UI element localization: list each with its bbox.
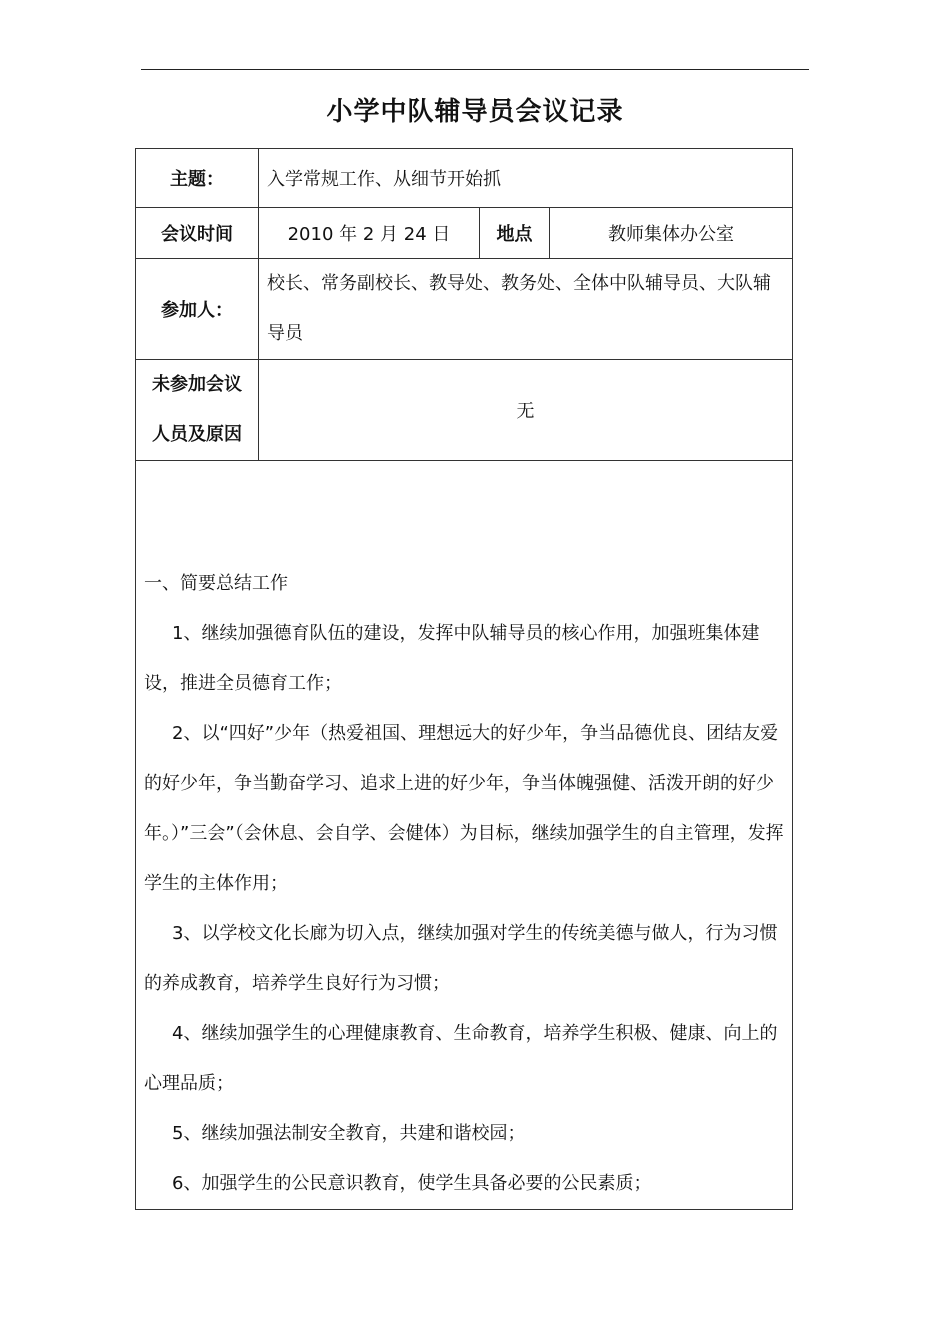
content-item: 2、以“四好”少年（热爱祖国、理想远大的好少年，争当品德优良、团结友爱的好少年，争当勤奋学习、追求上进的好少年，争当体魄强健、活泼开朗的好少年。）”三会”（会休息、会自学、会健体）为目标，继续加强学生的自主管理，发挥学生的主体作用； <box>144 723 784 894</box>
content-item: 1、继续加强德育队伍的建设，发挥中队辅导员的核心作用，加强班集体建设，推进全员德育工作； <box>144 623 760 694</box>
attendees-label: 参加人： <box>136 259 259 360</box>
content-body <box>136 461 792 1209</box>
time-label: 会议时间 <box>136 208 259 259</box>
location-label: 地点 <box>480 208 550 259</box>
document-title: 小学中队辅导员会议记录 <box>326 97 624 127</box>
content-cell <box>136 461 793 1210</box>
absent-label <box>136 360 259 461</box>
content-item: 3、以学校文化长廊为切入点，继续加强对学生的传统美德与做人，行为习惯的养成教育，培养学生良好行为习惯； <box>144 923 778 994</box>
content-item: 4、继续加强学生的心理健康教育、生命教育，培养学生积极、健康、向上的心理品质； <box>144 1023 778 1094</box>
topic-row <box>136 149 793 208</box>
content-item: 6、加强学生的公民意识教育，使学生具备必要的公民素质； <box>172 1173 652 1194</box>
topic-label: 主题： <box>136 149 259 208</box>
attendees-value: 校长、常务副校长、教导处、教务处、全体中队辅导员、大队辅导员 <box>259 259 793 360</box>
absent-value: 无 <box>259 360 793 461</box>
absent-label-line1: 未参加会议 <box>152 374 242 395</box>
content-row <box>136 461 793 1210</box>
absent-label-line2: 人员及原因 <box>152 424 242 445</box>
location-value: 教师集体办公室 <box>550 208 793 259</box>
time-value: 2010 年 2 月 24 日 <box>259 208 480 259</box>
meeting-record-table <box>135 148 793 1210</box>
time-location-row <box>136 208 793 259</box>
content-item: 5、继续加强法制安全教育，共建和谐校园； <box>172 1123 526 1144</box>
content-heading: 一、简要总结工作 <box>144 573 288 594</box>
attendees-row <box>136 259 793 360</box>
header-rule <box>141 69 809 70</box>
absent-row <box>136 360 793 461</box>
topic-value: 入学常规工作、从细节开始抓 <box>259 149 793 208</box>
